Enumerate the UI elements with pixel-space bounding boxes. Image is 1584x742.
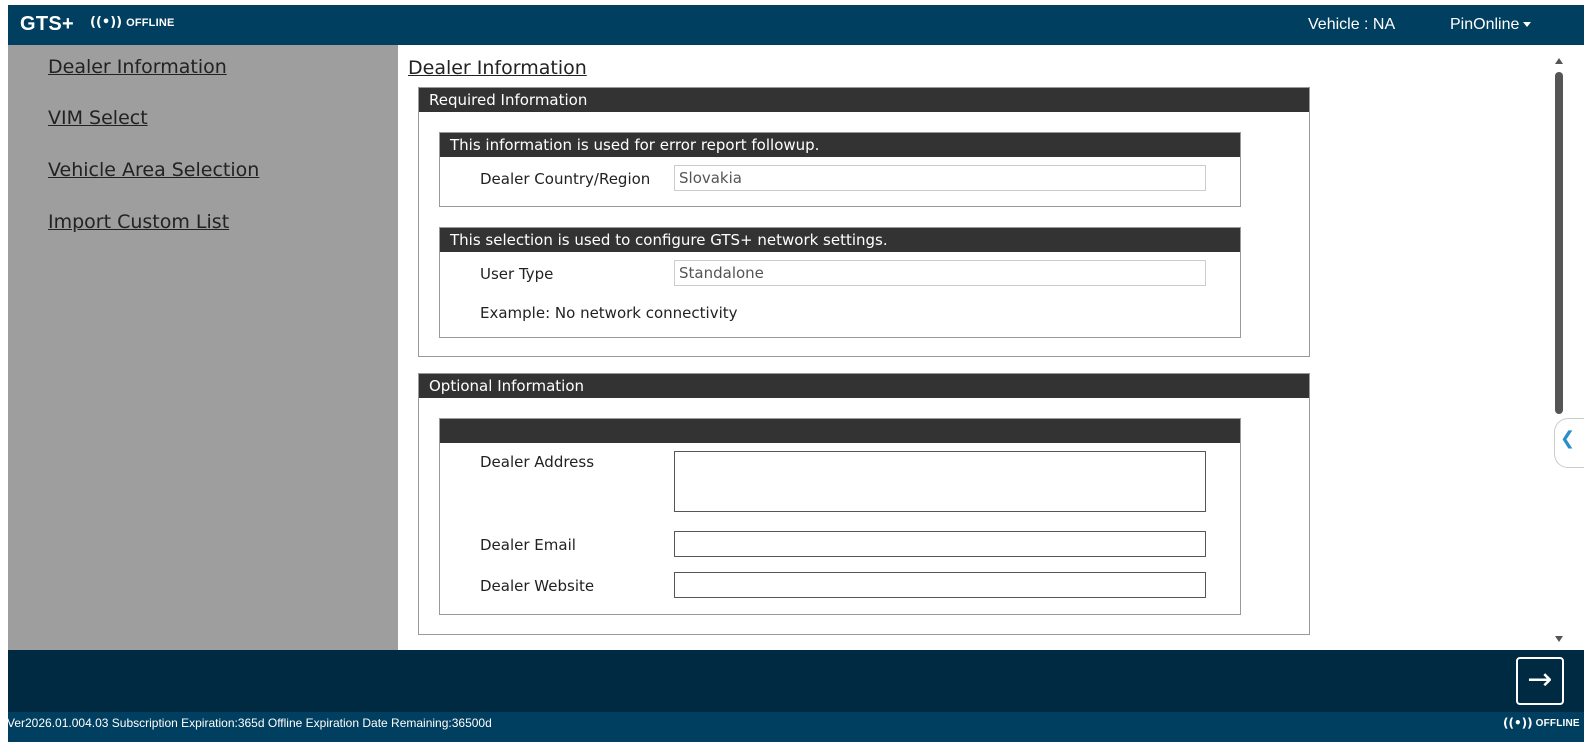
group-header bbox=[440, 419, 1240, 443]
scroll-down-icon[interactable] bbox=[1555, 636, 1563, 642]
main-content bbox=[398, 45, 1584, 650]
user-menu[interactable] bbox=[1450, 16, 1531, 34]
sidebar-item-vim-select[interactable]: VIM Select bbox=[48, 107, 148, 129]
section-header: Required Information bbox=[419, 88, 1309, 112]
scrollbar-track bbox=[1548, 45, 1584, 650]
scrollbar-thumb[interactable] bbox=[1555, 72, 1563, 414]
status-bar bbox=[8, 712, 1584, 742]
scroll-up-icon[interactable] bbox=[1555, 58, 1563, 64]
dealer-website-input[interactable] bbox=[674, 572, 1206, 598]
report-info-group bbox=[439, 132, 1241, 207]
dealer-website-label: Dealer Website bbox=[480, 577, 595, 595]
optional-fields-group bbox=[439, 418, 1241, 615]
dealer-address-label: Dealer Address bbox=[480, 453, 595, 471]
signal-icon: ((•)) bbox=[90, 15, 123, 30]
user-type-example: Example: No network connectivity bbox=[480, 304, 738, 322]
user-type-field[interactable]: Standalone bbox=[674, 260, 1206, 286]
section-header: Optional Information bbox=[419, 374, 1309, 398]
top-header bbox=[8, 5, 1584, 45]
dealer-address-input[interactable] bbox=[674, 451, 1206, 512]
version-info: Ver2026.01.004.03 Subscription Expiration:365d Offline Expiration Date Remaining:36500d bbox=[7, 716, 492, 730]
window-edge bbox=[0, 0, 8, 742]
app-logo: GTS+ bbox=[20, 13, 74, 35]
dealer-country-label: Dealer Country/Region bbox=[480, 170, 651, 188]
group-header: This information is used for error report followup. bbox=[440, 133, 1240, 157]
dealer-email-input[interactable] bbox=[674, 531, 1206, 557]
user-type-label: User Type bbox=[480, 265, 554, 283]
connection-status-bottom bbox=[1503, 716, 1580, 730]
page-title: Dealer Information bbox=[408, 57, 587, 79]
sidebar-item-vehicle-area-selection[interactable]: Vehicle Area Selection bbox=[48, 159, 260, 181]
dealer-email-label: Dealer Email bbox=[480, 536, 576, 554]
required-information-section bbox=[418, 87, 1310, 357]
sidebar-item-dealer-information[interactable]: Dealer Information bbox=[48, 56, 227, 78]
user-menu-label: PinOnline bbox=[1450, 16, 1520, 33]
dealer-country-field[interactable]: Slovakia bbox=[674, 165, 1206, 191]
optional-information-section bbox=[418, 373, 1310, 635]
footer-bar bbox=[8, 650, 1584, 712]
next-button[interactable]: → bbox=[1516, 657, 1564, 705]
sidebar bbox=[8, 45, 398, 650]
connection-status bbox=[90, 15, 175, 30]
group-header: This selection is used to configure GTS+ network settings. bbox=[440, 228, 1240, 252]
vehicle-indicator: Vehicle : NA bbox=[1308, 16, 1396, 33]
signal-icon: ((•)) bbox=[1503, 716, 1533, 730]
sidebar-item-import-custom-list[interactable]: Import Custom List bbox=[48, 211, 230, 233]
status-label: OFFLINE bbox=[1535, 717, 1580, 729]
status-label: OFFLINE bbox=[126, 16, 175, 29]
chevron-down-icon bbox=[1523, 22, 1531, 27]
network-settings-group bbox=[439, 227, 1241, 338]
chevron-left-icon: ❮ bbox=[1560, 428, 1576, 449]
